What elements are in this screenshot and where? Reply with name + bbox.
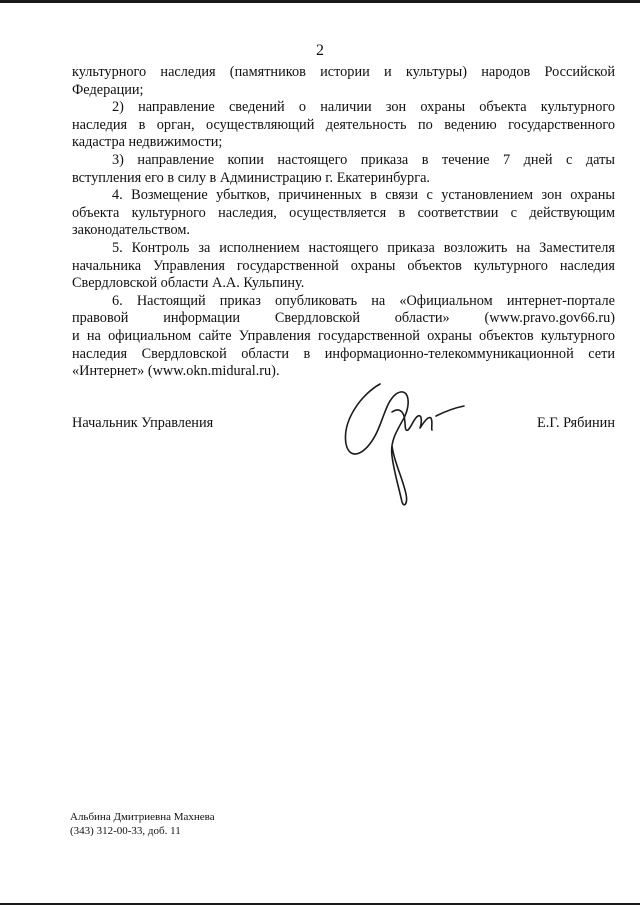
page-number: 2 <box>316 42 324 59</box>
text-line: вступления его в силу в Администрацию г. Екатеринбурга. <box>72 169 430 186</box>
text-line: кадастра недвижимости; <box>72 134 223 151</box>
text-line: наследия Свердловской области в информационно-телекоммуникационной сети <box>72 345 615 362</box>
text-line: 2) направление сведений о наличии зон охраны объекта культурного <box>112 99 615 116</box>
paragraph-5 <box>72 240 615 293</box>
text-line: объекта культурного наследия, осуществляется в соответствии с действующим <box>72 204 615 221</box>
paragraph-1 <box>72 64 615 99</box>
document-body <box>72 64 615 381</box>
text-line: 5. Контроль за исполнением настоящего приказа возложить на Заместителя <box>112 239 615 256</box>
text-line: культурного наследия (памятников истории и культуры) народов Российской <box>72 64 615 80</box>
paragraph-2 <box>72 99 615 152</box>
text-line: правовой информации Свердловской области» (www.pravo.gov66.ru) <box>72 310 615 327</box>
text-line: Свердловской области А.А. Кульпину. <box>72 275 305 292</box>
signatory-name: Е.Г. Рябинин <box>537 415 615 431</box>
text-line: 6. Настоящий приказ опубликовать на «Официальном интернет-портале <box>112 292 615 309</box>
text-line: законодательством. <box>72 222 190 239</box>
text-line: наследия в орган, осуществляющий деятельность по ведению государственного <box>72 116 615 133</box>
text-line: и на официальном сайте Управления государственной охраны объектов культурного <box>72 327 615 344</box>
paragraph-4 <box>72 187 615 240</box>
scan-top-edge <box>0 0 640 3</box>
executor-phone: (343) 312-00-33, доб. 11 <box>70 825 181 837</box>
handwritten-signature <box>332 372 472 512</box>
signatory-position: Начальник Управления <box>72 415 214 431</box>
paragraph-3 <box>72 152 615 187</box>
executor-name: Альбина Дмитриевна Махнева <box>70 811 215 823</box>
text-line: Федерации; <box>72 81 144 98</box>
paragraph-6 <box>72 293 615 381</box>
text-line: 3) направление копии настоящего приказа в течение 7 дней с даты <box>112 151 615 168</box>
text-line: начальника Управления государственной охраны объектов культурного наследия <box>72 257 615 274</box>
text-line: «Интернет» (www.okn.midural.ru). <box>72 363 280 380</box>
executor-contact <box>70 810 215 838</box>
text-line: 4. Возмещение убытков, причиненных в связи с установлением зон охраны <box>112 187 615 204</box>
